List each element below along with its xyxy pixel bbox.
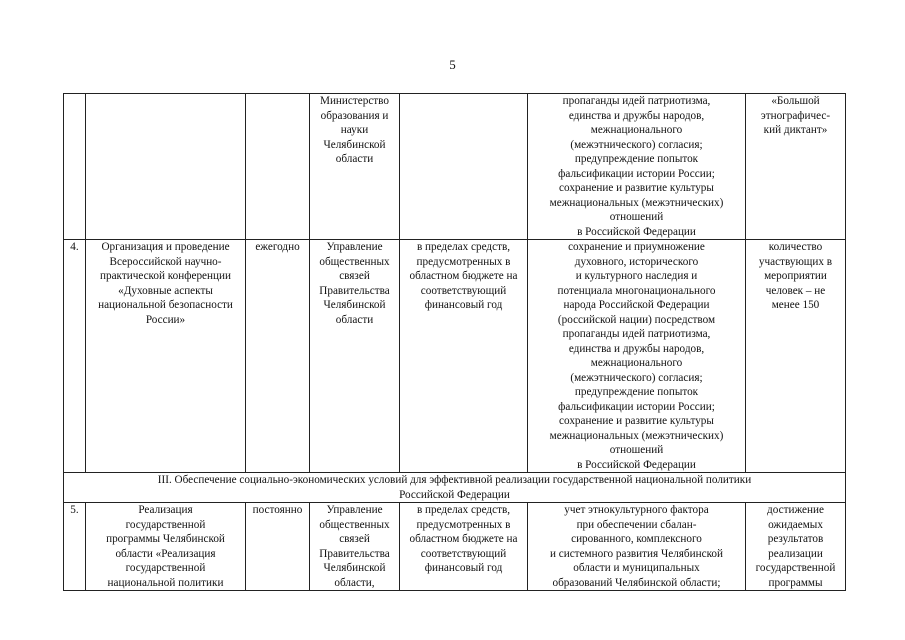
term-cell: постоянно [246, 503, 310, 591]
executor-cell: Министерство образования и науки Челябинской области [310, 94, 400, 240]
table-row [64, 240, 846, 473]
table-row [64, 503, 846, 591]
result-cell: учет этнокультурного фактора при обеспечении сбалан- сированного, комплексного и системного развития Челябинской области и муниципальных образований Челябинской области; [528, 503, 746, 591]
event-cell: Организация и проведение Всероссийской научно- практической конференции «Духовные аспекты национальной безопасности России» [86, 240, 246, 473]
event-cell: Реализация государственной программы Челябинской области «Реализация государственной национальной политики [86, 503, 246, 591]
funding-cell: в пределах средств, предусмотренных в областном бюджете на соответствующий финансовый год [400, 503, 528, 591]
measures-table [63, 93, 846, 591]
executor-cell: Управление общественных связей Правительства Челябинской области [310, 240, 400, 473]
row-number [64, 94, 86, 240]
row-number: 5. [64, 503, 86, 591]
row-number: 4. [64, 240, 86, 473]
indicator-cell: количество участвующих в мероприятии человек – не менее 150 [746, 240, 846, 473]
page-number: 5 [449, 57, 456, 72]
term-cell: ежегодно [246, 240, 310, 473]
executor-cell: Управление общественных связей Правительства Челябинской области, [310, 503, 400, 591]
section-heading-row [64, 473, 846, 503]
result-cell: пропаганды идей патриотизма, единства и дружбы народов, межнационального (межэтнического) согласия; предупреждение попыток фальсификации истории России; сохранение и развитие культуры межнациональных (межэтнических) отношений в Российской Федерации [528, 94, 746, 240]
term-cell [246, 94, 310, 240]
indicator-cell: «Большой этнографичес- кий диктант» [746, 94, 846, 240]
result-cell: сохранение и приумножение духовного, исторического и культурного наследия и потенциала многонационального народа Российской Федерации (российской нации) посредством пропаганды идей патриотизма, единства и дружбы народов, межнационального (межэтнического) согласия; предупреждение попыток фальсификации истории России; сохранение и развитие культуры межнациональных (межэтнических) отношений в Российской Федерации [528, 240, 746, 473]
table-row [64, 94, 846, 240]
indicator-cell: достижение ожидаемых результатов реализации государственной программы [746, 503, 846, 591]
section-heading: III. Обеспечение социально-экономических условий для эффективной реализации государственной национальной политики Российской Федерации [64, 473, 846, 503]
funding-cell [400, 94, 528, 240]
event-cell [86, 94, 246, 240]
funding-cell: в пределах средств, предусмотренных в областном бюджете на соответствующий финансовый год [400, 240, 528, 473]
